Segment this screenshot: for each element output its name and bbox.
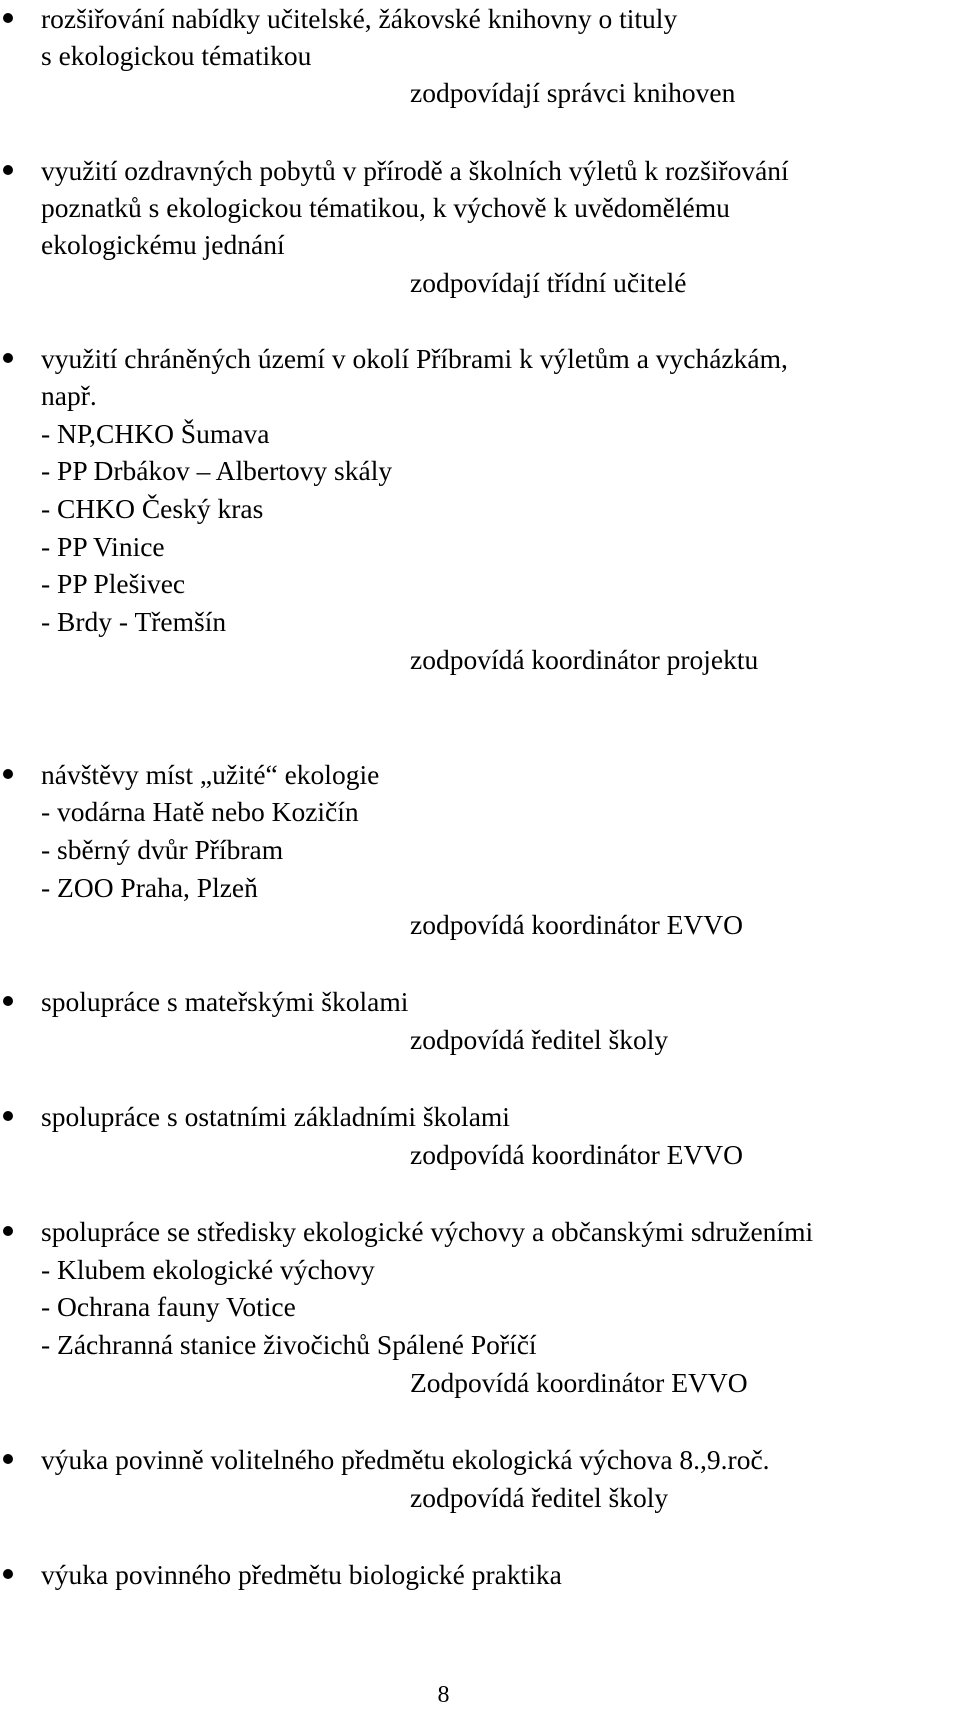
- responsible-line: zodpovídá koordinátor EVVO: [410, 1139, 743, 1170]
- item-line: - PP Drbákov – Albertovy skály: [41, 455, 393, 486]
- bullet-icon: [3, 353, 13, 363]
- item-line: výuka povinně volitelného předmětu ekologická výchova 8.,9.roč.: [41, 1444, 770, 1475]
- item-line: návštěvy míst „užité“ ekologie: [41, 759, 380, 790]
- item-line: např.: [41, 380, 97, 411]
- item-line: ekologickému jednání: [41, 229, 285, 260]
- item-line: využití chráněných území v okolí Příbrami k výletům a vycházkám,: [41, 343, 788, 374]
- bullet-icon: [3, 13, 13, 23]
- responsible-line: zodpovídá koordinátor EVVO: [410, 909, 743, 940]
- item-line: výuka povinného předmětu biologické praktika: [41, 1559, 562, 1590]
- item-line: využití ozdravných pobytů v přírodě a školních výletů k rozšiřování: [41, 155, 789, 186]
- responsible-line: zodpovídá ředitel školy: [410, 1482, 669, 1513]
- item-line: - ZOO Praha, Plzeň: [41, 872, 258, 903]
- bullet-icon: [3, 165, 13, 175]
- item-line: - NP,CHKO Šumava: [41, 418, 270, 449]
- item-line: - PP Plešivec: [41, 568, 186, 599]
- bullet-icon: [3, 1226, 13, 1236]
- item-line: - vodárna Hatě nebo Kozičín: [41, 796, 359, 827]
- item-line: - Klubem ekologické výchovy: [41, 1254, 375, 1285]
- item-line: spolupráce se středisky ekologické výchovy a občanskými sdruženími: [41, 1216, 814, 1247]
- bullet-icon: [3, 1111, 13, 1121]
- item-line: spolupráce s mateřskými školami: [41, 986, 409, 1017]
- responsible-line: Zodpovídá koordinátor EVVO: [410, 1367, 748, 1398]
- bullet-icon: [3, 996, 13, 1006]
- item-line: - PP Vinice: [41, 531, 165, 562]
- bullet-icon: [3, 1569, 13, 1579]
- page-number: 8: [437, 1682, 450, 1708]
- responsible-line: zodpovídají správci knihoven: [410, 77, 736, 108]
- item-line: s ekologickou tématikou: [41, 40, 312, 71]
- item-line: - Brdy - Třemšín: [41, 606, 227, 637]
- item-line: spolupráce s ostatními základními školami: [41, 1101, 510, 1132]
- responsible-line: zodpovídají třídní učitelé: [410, 267, 687, 298]
- bullet-icon: [3, 1454, 13, 1464]
- item-line: - Ochrana fauny Votice: [41, 1291, 296, 1322]
- item-line: rozšiřování nabídky učitelské, žákovské knihovny o tituly: [41, 3, 678, 34]
- responsible-line: zodpovídá ředitel školy: [410, 1024, 669, 1055]
- item-line: poznatků s ekologickou tématikou, k výchově k uvědomělému: [41, 192, 730, 223]
- bullet-icon: [3, 769, 13, 779]
- item-line: - Záchranná stanice živočichů Spálené Poříčí: [41, 1329, 537, 1360]
- item-line: - sběrný dvůr Příbram: [41, 834, 284, 865]
- item-line: - CHKO Český kras: [41, 493, 264, 524]
- responsible-line: zodpovídá koordinátor projektu: [410, 644, 759, 675]
